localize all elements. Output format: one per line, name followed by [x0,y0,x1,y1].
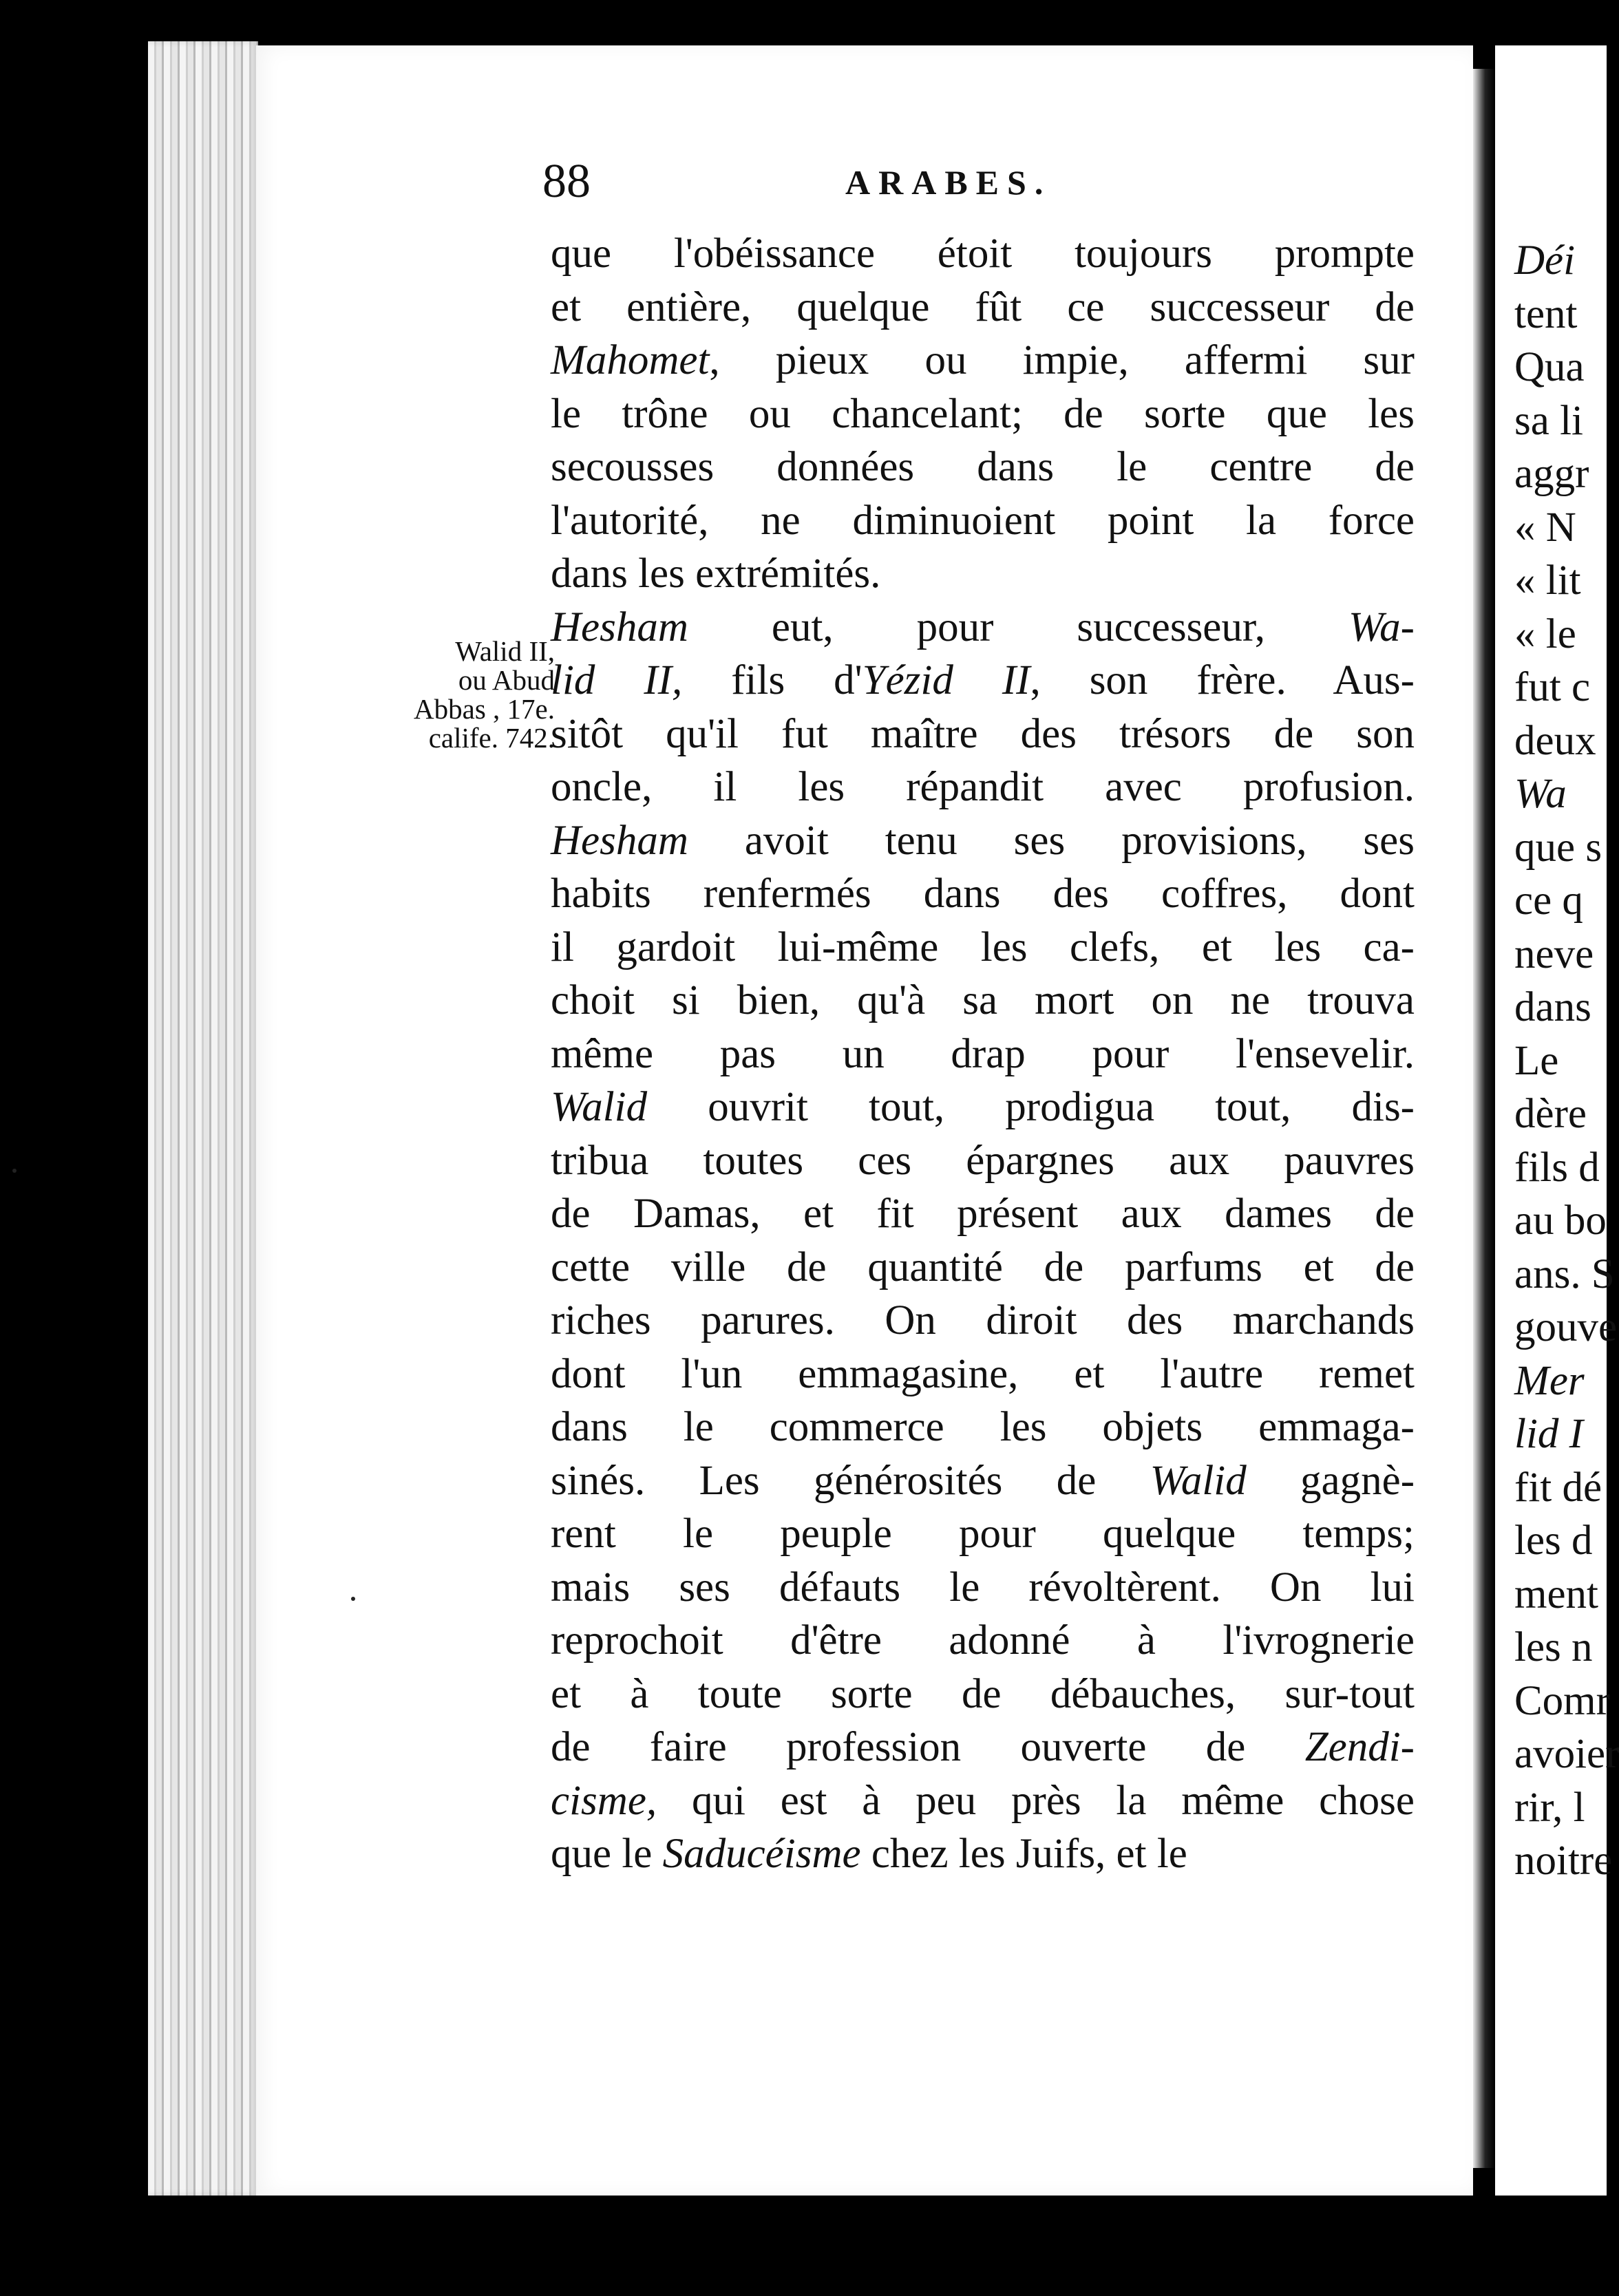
margin-note-line: calife. 742. [428,722,555,754]
italic-text: Yézid II [862,657,1030,703]
right-page-line: « lit [1514,557,1581,604]
italic-text: Saducéisme [662,1831,861,1877]
text-line [551,1028,1415,1081]
text-line [551,1454,1415,1508]
right-page-line: « le [1514,610,1576,657]
text-line [551,1827,1415,1881]
text-segment: secousses données dans le centre de [551,444,1415,490]
text-line [551,708,1415,761]
text-line [551,440,1415,494]
text-line [551,1614,1415,1668]
italic-text: lid II, [551,657,683,703]
text-segment: fils d' [682,657,863,703]
italic-text: Mahomet [551,337,710,383]
right-page-line: Comr [1514,1677,1610,1724]
text-segment: sinés. Les générosités de [551,1457,1150,1504]
right-page-line: Le [1514,1037,1559,1084]
text-segment: dans les extrémités. [551,551,881,597]
right-page-text [1514,234,1619,1888]
text-segment: que le [551,1831,663,1877]
right-page-line: Mer [1514,1357,1585,1404]
right-page-line: que s [1514,824,1602,871]
right-page-line: fut c [1514,664,1591,710]
text-line [551,1774,1415,1828]
text-line [551,227,1415,281]
text-segment: mais ses défauts le révoltèrent. On lui [551,1564,1415,1611]
right-page-line: noitre [1514,1838,1613,1884]
text-line [551,1507,1415,1561]
page-number: 88 [542,155,591,208]
right-page-line: les n [1514,1624,1593,1670]
text-segment: gagnè- [1246,1457,1415,1504]
scan-speck [12,1169,17,1173]
right-page-line: « N [1514,504,1576,551]
right-page-line: Déi [1514,237,1576,284]
text-line [551,1561,1415,1615]
text-line [551,601,1415,655]
text-segment: tribua toutes ces épargnes aux pauvres [551,1137,1415,1184]
text-segment: et entière, quelque fût ce successeur de [551,284,1415,330]
text-line [551,654,1415,708]
right-page-line: les d [1514,1518,1593,1564]
text-segment: dont l'un emmagasine, et l'autre remet [551,1350,1415,1397]
margin-note-line: Abbas , 17e. [414,693,555,725]
body-text [551,227,1415,1881]
page-header [542,154,1437,216]
text-line [551,281,1415,334]
italic-text: Walid [1150,1457,1247,1504]
text-segment: , pieux ou impie, affermi sur [709,337,1415,383]
text-segment: il gardoit lui-même les clefs, et les ca- [551,924,1415,970]
italic-text: cisme, [551,1777,657,1824]
text-line [551,1241,1415,1295]
right-page-line: gouve [1514,1304,1618,1350]
text-line [551,1134,1415,1188]
text-line [551,334,1415,387]
text-segment: de faire profession ouverte de [551,1724,1305,1770]
text-line [551,974,1415,1028]
italic-text: Walid [551,1084,648,1130]
text-line [551,1187,1415,1241]
right-page-line: dans [1514,984,1591,1030]
text-segment: habits renfermés dans des coffres, dont [551,871,1415,917]
text-line [551,761,1415,814]
margin-note [336,637,555,752]
text-segment: cette ville de quantité de parfums et de [551,1244,1415,1290]
right-page-line: avoier [1514,1731,1619,1777]
text-segment: choit si bien, qu'à sa mort on ne trouva [551,977,1415,1023]
right-page-line: ment [1514,1571,1598,1617]
text-segment: que l'obéissance étoit toujours prompte [551,231,1415,277]
book-gutter [1473,69,1495,2168]
scan-speck [351,1597,355,1601]
text-line [551,547,1415,601]
right-page-line: aggr [1514,451,1589,497]
text-segment: oncle, il les répandit avec profusion. [551,764,1415,810]
text-segment: de Damas, et fit présent aux dames de [551,1191,1415,1237]
text-segment: le trône ou chancelant; de sorte que les [551,390,1415,437]
right-page-line: lid I [1514,1411,1583,1457]
text-segment: , son frère. Aus- [1030,657,1415,703]
right-page-line: au bo [1514,1198,1607,1244]
text-line [551,1294,1415,1348]
italic-text: Hesham [551,604,688,650]
text-segment: rent le peuple pour quelque temps; [551,1511,1415,1557]
text-segment: riches parures. On diroit des marchands [551,1297,1415,1343]
text-segment: l'autorité, ne diminuoient point la force [551,497,1415,544]
page-edges [148,41,258,2196]
right-page-line: rir, l [1514,1784,1585,1831]
right-page-line: sa li [1514,397,1583,444]
right-page-line: ce q [1514,878,1583,924]
right-page-line: fils d [1514,1144,1600,1191]
text-segment: et à toute sorte de débauches, sur-tout [551,1670,1415,1717]
right-page-line: dère [1514,1091,1587,1137]
text-segment: sitôt qu'il fut maître des trésors de son [551,710,1415,757]
text-line [551,1401,1415,1454]
text-line [551,814,1415,868]
right-page-line: tent [1514,290,1578,337]
italic-text: Wa- [1348,604,1415,650]
text-segment: avoit tenu ses provisions, ses [688,817,1415,864]
text-segment: reprochoit d'être adonné à l'ivrognerie [551,1617,1415,1663]
right-page-line: deux [1514,717,1596,764]
right-page-line: Wa [1514,771,1567,817]
text-line [551,1348,1415,1401]
running-title: ARABES. [845,163,1052,202]
text-line [551,921,1415,975]
text-line [551,494,1415,548]
text-line [551,1721,1415,1774]
text-line [551,1668,1415,1721]
text-line [551,387,1415,441]
text-segment: ouvrit tout, prodigua tout, dis- [647,1084,1415,1130]
text-line [551,867,1415,921]
right-page-line: ans. S [1514,1251,1615,1297]
right-page-line: Qua [1514,344,1585,390]
text-segment: qui est à peu près la même chose [657,1777,1415,1824]
text-line [551,1081,1415,1134]
text-segment: eut, pour successeur, [688,604,1348,650]
italic-text: Hesham [551,817,688,864]
margin-note-line: ou Abud [458,664,555,696]
text-segment: dans le commerce les objets emmaga- [551,1404,1415,1450]
italic-text: Zendi- [1304,1724,1415,1770]
text-segment: chez les Juifs, et le [860,1831,1187,1877]
right-page-line: neve [1514,931,1594,977]
text-segment: même pas un drap pour l'ensevelir. [551,1030,1415,1077]
margin-note-line: Walid II, [455,635,555,667]
right-page-line: fit dé [1514,1464,1602,1511]
